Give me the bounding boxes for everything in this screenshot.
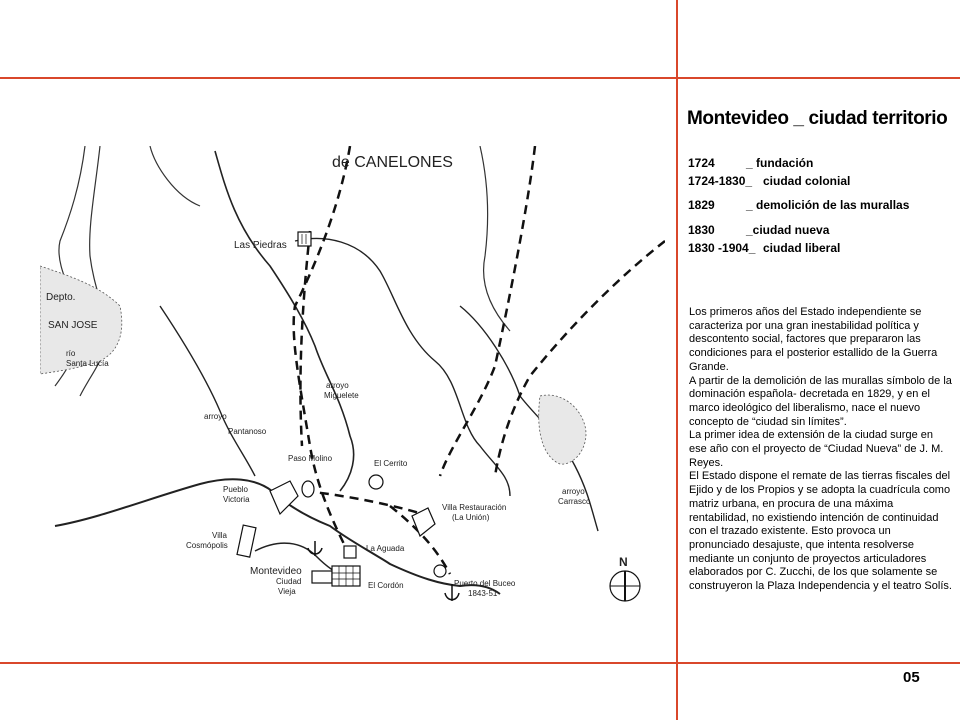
north-label: N bbox=[619, 555, 628, 569]
historic-map bbox=[40, 146, 665, 656]
label-villa: Villa bbox=[212, 531, 227, 540]
chronology-year: 1724 bbox=[688, 156, 715, 170]
label-el-cordon: El Cordón bbox=[368, 581, 404, 590]
label-victoria: Victoria bbox=[223, 495, 250, 504]
label-arroyo-carrasco-1: arroyo bbox=[562, 487, 585, 496]
north-arrow-icon bbox=[610, 555, 640, 601]
label-arroyo-carrasco-2: Carrasco bbox=[558, 497, 591, 506]
chronology-event: _ciudad nueva bbox=[746, 223, 830, 237]
chronology-item bbox=[688, 241, 840, 255]
chronology-event: ciudad colonial bbox=[763, 174, 851, 188]
label-rio: río bbox=[66, 349, 76, 358]
chronology-year: 1830 bbox=[688, 223, 715, 237]
label-puerto-buceo: Puerto del Buceo bbox=[454, 579, 516, 588]
paso-molino-settlement bbox=[302, 481, 314, 497]
chronology-item bbox=[688, 174, 850, 188]
label-la-aguada: La Aguada bbox=[366, 544, 405, 553]
label-montevideo: Montevideo bbox=[250, 566, 302, 577]
label-villa-restauracion: Villa Restauración bbox=[442, 503, 507, 512]
label-las-piedras: Las Piedras bbox=[234, 240, 287, 251]
label-la-union: (La Unión) bbox=[452, 513, 490, 522]
label-pantanoso: Pantanoso bbox=[228, 427, 267, 436]
label-paso-molino: Paso Molino bbox=[288, 454, 333, 463]
chronology-event: ciudad liberal bbox=[763, 241, 841, 255]
chronology-year: 1829 bbox=[688, 198, 715, 212]
chronology-item bbox=[688, 156, 813, 170]
label-san-jose: SAN JOSE bbox=[48, 320, 98, 331]
la-aguada-settlement bbox=[344, 546, 356, 558]
label-ciudad: Ciudad bbox=[276, 577, 302, 586]
buceo-settlement bbox=[434, 565, 446, 577]
label-arroyo-left: arroyo bbox=[204, 412, 227, 421]
wetland-carrasco bbox=[539, 395, 586, 464]
stream-north bbox=[150, 146, 200, 206]
label-buceo-years: 1843-51 bbox=[468, 589, 498, 598]
chronology-event: _ fundación bbox=[746, 156, 814, 170]
body-text bbox=[689, 306, 953, 594]
bottom-rule bbox=[0, 662, 960, 664]
stream-east bbox=[480, 146, 510, 331]
label-pueblo: Pueblo bbox=[223, 485, 248, 494]
top-rule bbox=[0, 77, 960, 79]
chronology-year: 1724-1830_ bbox=[688, 174, 753, 188]
label-el-cerrito: El Cerrito bbox=[374, 459, 408, 468]
cosmopolis-settlement bbox=[237, 525, 256, 557]
chronology-event: _ demolición de las murallas bbox=[746, 198, 910, 212]
arroyo-miguelete bbox=[215, 151, 354, 491]
page-number: 05 bbox=[903, 669, 920, 686]
paragraph: El Estado dispone el remate de las tierras fiscales del Ejido y de los Propios y se adopta la cuadrícula como matriz urbana, en procura de una máxima rentabilidad, no existiendo intención de continuidad con el trazado existente. Esto provoca un pronunciado desajuste, que intenta resolverse mediante un conjunto de proyectos articuladores elaborados por C. Zucchi, de los que solamente se construyeron la Plaza Independencia y el teatro Solís. bbox=[689, 470, 952, 593]
chronology-year: 1830 -1904_ bbox=[688, 241, 756, 255]
label-depto: Depto. bbox=[46, 292, 76, 303]
las-piedras-settlement bbox=[298, 232, 311, 246]
label-arroyo-miguelete-1: arroyo bbox=[326, 381, 349, 390]
column-divider bbox=[676, 0, 678, 720]
pueblo-victoria-settlement bbox=[270, 481, 298, 514]
el-cerrito-settlement bbox=[369, 475, 383, 489]
anchor-montevideo-icon bbox=[308, 541, 322, 556]
paragraph: Los primeros años del Estado independiente se caracteriza por una gran inestabilidad política y descontento social, factores que prepararon las condiciones para el posterior estallido de la Guerra Grande. bbox=[689, 306, 938, 373]
paragraph: La primer idea de extensión de la ciudad surge en ese año con el proyecto de “Ciudad Nueva” de J. M. Reyes. bbox=[689, 429, 944, 469]
paragraph: A partir de la demolición de las murallas símbolo de la dominación española- decretada en 1829, y en el marco ideológico del liberalismo, nace el nuevo concepto de “ciudad sin límites”. bbox=[689, 374, 952, 428]
chronology-item bbox=[688, 198, 909, 212]
label-santa-lucia: Santa Lucía bbox=[66, 359, 109, 368]
label-canelones: de CANELONES bbox=[332, 154, 453, 171]
label-vieja: Vieja bbox=[278, 587, 296, 596]
label-cosmopolis: Cosmópolis bbox=[186, 541, 228, 550]
label-arroyo-miguelete-2: Miguelete bbox=[324, 391, 359, 400]
arroyo-pantanoso bbox=[160, 306, 255, 476]
chronology-item bbox=[688, 223, 829, 237]
ciudad-vieja-settlement bbox=[312, 571, 332, 583]
page-title: Montevideo _ ciudad territorio bbox=[687, 108, 948, 129]
